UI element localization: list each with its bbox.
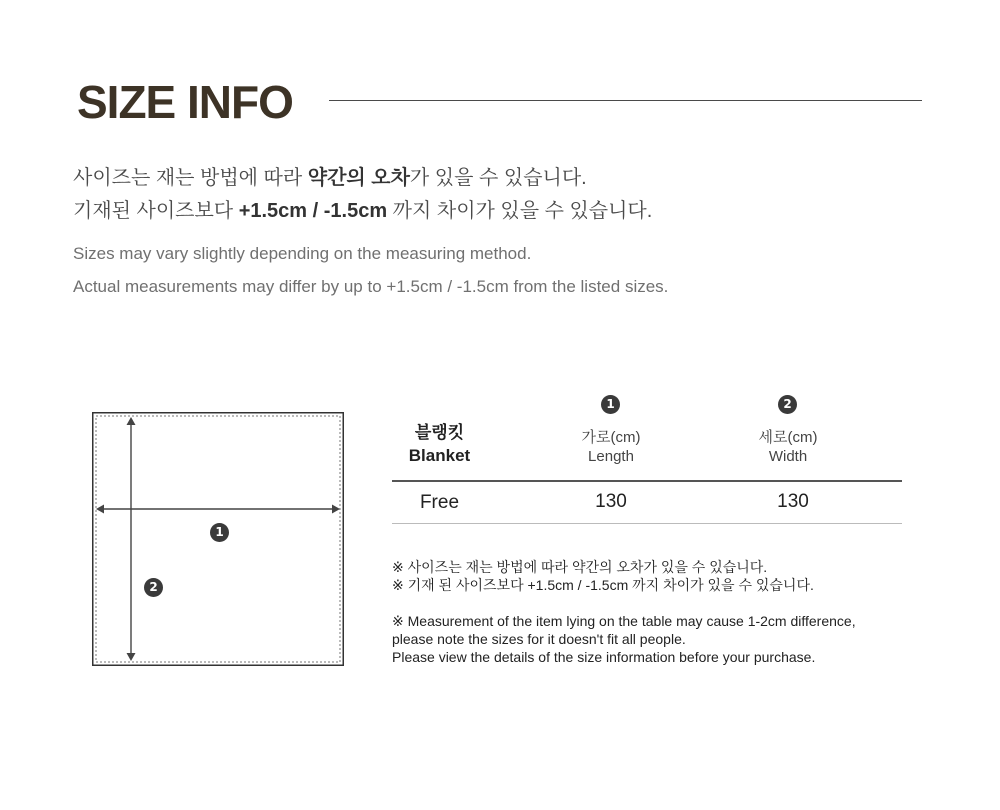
item-name-kr: 블랭킷 (414, 423, 465, 442)
note-kr-2: ※ 기재 된 사이즈보다 +1.5cm / -1.5cm 까지 차이가 있을 수 있습니다. (392, 577, 814, 593)
intro-kr-emphasis-1: 약간의 오차 (307, 167, 410, 189)
table-bottom-rule (392, 523, 902, 524)
note-en-2: please note the sizes for it doesn't fit all people. (392, 631, 686, 647)
intro-en-line-2: Actual measurements may differ by up to +1.5cm / -1.5cm from the listed sizes. (73, 277, 669, 296)
intro-kr-emphasis-2: +1.5cm / -1.5cm (238, 200, 388, 222)
item-name-en: Blanket (408, 446, 471, 465)
width-marker-badge: 1 (210, 523, 229, 542)
column-1-marker: 1 (601, 395, 620, 414)
title-divider (329, 100, 922, 101)
intro-en-line-1: Sizes may vary slightly depending on the measuring method. (73, 244, 532, 263)
column-2-marker: 2 (778, 395, 797, 414)
row-value-length: 130 (595, 491, 627, 512)
column-2-header-kr: 세로(cm) (758, 429, 818, 446)
intro-kr-line-1: 사이즈는 재는 방법에 따라 약간의 오차가 있을 수 있습니다. (73, 167, 587, 189)
column-1-header-en: Length (588, 448, 634, 465)
note-en-1: ※ Measurement of the item lying on the table may cause 1-2cm difference, (392, 613, 856, 629)
note-kr-1: ※ 사이즈는 재는 방법에 따라 약간의 오차가 있을 수 있습니다. (392, 559, 768, 575)
blanket-diagram (92, 412, 344, 666)
intro-kr-line-2: 기재된 사이즈보다 +1.5cm / -1.5cm 까지 차이가 있을 수 있습니다. (73, 200, 653, 222)
row-size-label: Free (419, 492, 460, 513)
column-1-header-kr: 가로(cm) (581, 429, 641, 446)
row-value-width: 130 (777, 491, 809, 512)
table-header-rule (392, 480, 902, 482)
note-en-3: Please view the details of the size information before your purchase. (392, 649, 816, 665)
page-title: SIZE INFO (77, 76, 293, 128)
column-2-header-en: Width (768, 448, 808, 465)
length-marker-badge: 2 (144, 578, 163, 597)
